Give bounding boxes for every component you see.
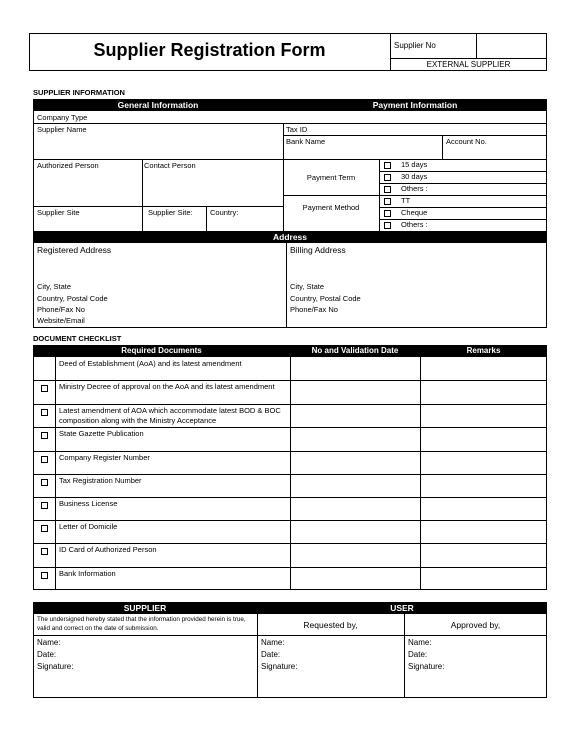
supplier-name-label: Supplier Name (37, 125, 87, 134)
supplier-no-label: Supplier No (394, 41, 436, 50)
payment-method-label: Payment Method (302, 203, 360, 212)
checklist-row (33, 451, 547, 474)
checklist-row (33, 427, 547, 451)
tax-id-label: Tax ID (286, 125, 308, 134)
checklist-row (33, 357, 547, 380)
registered-address-line: Website/Email (37, 316, 85, 325)
user-header: USER (257, 602, 547, 614)
company-type-label: Company Type (37, 113, 88, 122)
name-label: Name: (37, 638, 61, 647)
checkbox[interactable] (41, 525, 48, 532)
supplier-site2-label: Supplier Site: (148, 208, 193, 217)
billing-address-line: Country, Postal Code (290, 294, 361, 303)
account-no-label: Account No. (446, 137, 487, 146)
option-label: TT (401, 196, 411, 205)
supplier-info-title: SUPPLIER INFORMATION (33, 88, 125, 97)
signature-label: Signature: (261, 662, 298, 671)
checkbox[interactable] (41, 502, 48, 509)
date-label: Date: (408, 650, 428, 659)
document-name: Letter of Domicile (59, 522, 118, 531)
supplier-statement: The undersigned hereby stated that the information provided herein is true, valid and correct on the date of submission. (37, 616, 246, 632)
checkbox[interactable] (41, 385, 48, 392)
checkbox[interactable] (41, 479, 48, 486)
registered-address-label: Registered Address (37, 245, 112, 255)
approved-by-label: Approved by, (450, 620, 501, 630)
checkbox[interactable] (41, 456, 48, 463)
document-name: Business License (59, 499, 118, 508)
payment-term-label: Payment Term (306, 173, 356, 182)
checkbox[interactable] (384, 186, 391, 193)
registered-address-line: Country, Postal Code (37, 294, 108, 303)
checklist-row (33, 543, 547, 567)
checkbox[interactable] (41, 572, 48, 579)
registered-address-line: City, State (37, 282, 72, 291)
name-label: Name: (408, 638, 432, 647)
date-label: Date: (37, 650, 57, 659)
document-name: Latest amendment of AOA which accommodate latest BOD & BOC composition along with the Ministry Acceptance (59, 406, 281, 425)
address-header: Address (33, 231, 547, 243)
checklist-row (33, 567, 547, 590)
supplier-site-label: Supplier Site (37, 208, 80, 217)
billing-address-line: Phone/Fax No (290, 305, 338, 314)
supplier-header: SUPPLIER (33, 602, 257, 614)
external-supplier-label: EXTERNAL SUPPLIER (426, 60, 511, 69)
document-name: State Gazette Publication (59, 429, 144, 438)
col-required-documents: Required Documents (33, 345, 290, 357)
checklist-row (33, 474, 547, 497)
checkbox[interactable] (384, 210, 391, 217)
signature-label: Signature: (37, 662, 74, 671)
country-label: Country: (210, 208, 239, 217)
signature-label: Signature: (408, 662, 445, 671)
document-name: Tax Registration Number (59, 476, 142, 485)
option-label: Cheque (401, 208, 428, 217)
bank-name-label: Bank Name (286, 137, 326, 146)
document-name: Company Register Number (59, 453, 150, 462)
option-label: 15 days (401, 160, 428, 169)
checklist-row (33, 404, 547, 427)
general-info-header: General Information (33, 99, 283, 111)
checkbox[interactable] (384, 162, 391, 169)
option-label: Others : (401, 184, 428, 193)
col-remarks: Remarks (420, 345, 547, 357)
document-name: Bank Information (59, 569, 116, 578)
checkbox[interactable] (41, 432, 48, 439)
checkbox[interactable] (41, 548, 48, 555)
checkbox[interactable] (384, 222, 391, 229)
checklist-row (33, 497, 547, 520)
payment-info-header: Payment Information (283, 99, 547, 111)
document-name: Ministry Decree of approval on the AoA and its latest amendment (59, 382, 275, 391)
billing-address-line: City, State (290, 282, 325, 291)
document-name: ID Card of Authorized Person (59, 545, 157, 554)
document-checklist-title: DOCUMENT CHECKLIST (33, 334, 122, 343)
checklist-row (33, 380, 547, 404)
document-name: Deed of Establishment (AoA) and its latest amendment (59, 359, 242, 368)
checkbox[interactable] (41, 409, 48, 416)
option-label: Others : (401, 220, 428, 229)
contact-person-label: Contact Person (144, 161, 196, 170)
registered-address-line: Phone/Fax No (37, 305, 85, 314)
authorized-person-label: Authorized Person (37, 161, 99, 170)
checklist-row (33, 520, 547, 543)
name-label: Name: (261, 638, 285, 647)
col-validation-date: No and Validation Date (290, 345, 420, 357)
page-title: Supplier Registration Form (93, 40, 326, 60)
option-label: 30 days (401, 172, 428, 181)
date-label: Date: (261, 650, 281, 659)
billing-address-label: Billing Address (290, 245, 346, 255)
requested-by-label: Requested by, (303, 620, 358, 630)
checkbox[interactable] (384, 198, 391, 205)
checkbox[interactable] (384, 174, 391, 181)
